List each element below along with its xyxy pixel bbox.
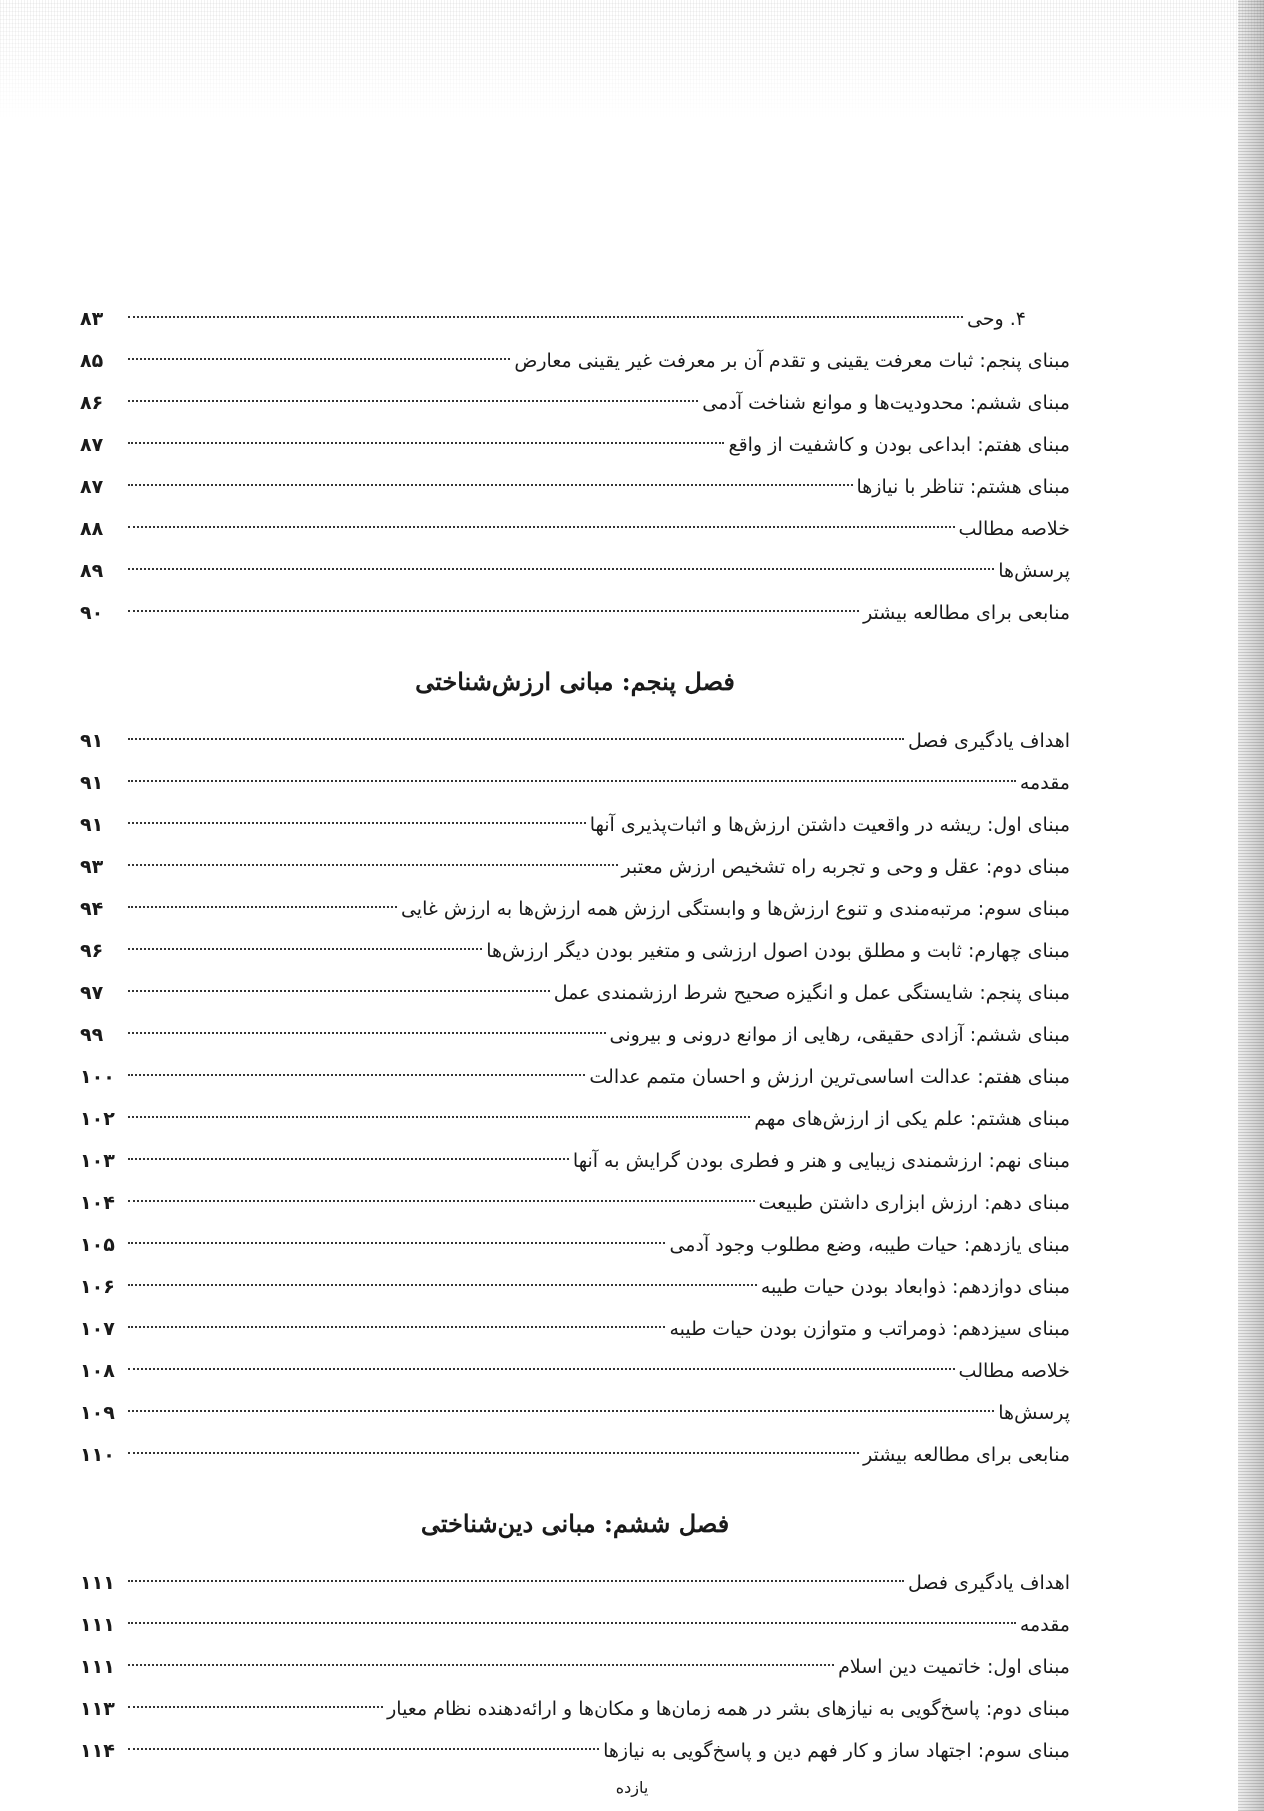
- toc-entry-page-number: ۱۱۳: [80, 1698, 115, 1720]
- dot-leader: [128, 1664, 834, 1666]
- toc-entry-page-number: ۹۹: [80, 1024, 104, 1046]
- dot-leader: [128, 1284, 757, 1286]
- toc-entry-page-number: ۱۰۷: [80, 1318, 115, 1340]
- toc-entry[interactable]: [80, 1392, 1070, 1434]
- toc-entry[interactable]: [80, 846, 1070, 888]
- dot-leader: [128, 1326, 665, 1328]
- toc-entry-title: مبنای یازدهم: حیات طیبه، وضع مطلوب وجود آدمی: [669, 1234, 1070, 1256]
- dot-leader: [128, 526, 955, 528]
- toc-entry-page-number: ۱۱۴: [80, 1740, 115, 1762]
- toc-entry[interactable]: [80, 1350, 1070, 1392]
- dot-leader: [128, 568, 994, 570]
- toc-entry-title: مبنای نهم: ارزشمندی زیبایی و هنر و فطری بودن گرایش به آنها: [572, 1150, 1070, 1172]
- toc-entry-page-number: ۹۰: [80, 602, 104, 624]
- toc-entry-page-number: ۱۰۸: [80, 1360, 115, 1382]
- toc-entry-title: منابعی برای مطالعه بیشتر: [863, 602, 1070, 624]
- toc-entry-page-number: ۸۳: [80, 308, 104, 330]
- toc-entry-page-number: ۹۳: [80, 856, 104, 878]
- dot-leader: [128, 1622, 1016, 1624]
- toc-entry[interactable]: [80, 1098, 1070, 1140]
- dot-leader: [128, 1116, 750, 1118]
- toc-entry-page-number: ۱۰۲: [80, 1108, 115, 1130]
- toc-entry[interactable]: [80, 1604, 1070, 1646]
- scan-edge-right: [1238, 0, 1264, 1811]
- toc-entry[interactable]: [80, 550, 1070, 592]
- dot-leader: [128, 316, 963, 318]
- toc-entry-title: مبنای سوم: اجتهاد ساز و کار فهم دین و پاسخ‌گویی به نیازها: [603, 1740, 1070, 1762]
- toc-entry[interactable]: [80, 1014, 1070, 1056]
- dot-leader: [128, 738, 904, 740]
- dot-leader: [128, 1032, 606, 1034]
- toc-entry[interactable]: [80, 466, 1070, 508]
- toc-entry[interactable]: [80, 1646, 1070, 1688]
- toc-entry[interactable]: [80, 804, 1070, 846]
- toc-entry[interactable]: [80, 1562, 1070, 1604]
- toc-entry[interactable]: [80, 340, 1070, 382]
- dot-leader: [128, 1580, 904, 1582]
- toc-entry-title: مبنای سوم: مرتبه‌مندی و تنوع ارزش‌ها و وابستگی ارزش همه ارزش‌ها به ارزش غایی: [400, 898, 1070, 920]
- toc-entry-title: اهداف یادگیری فصل: [908, 730, 1070, 752]
- toc-entry-title: پرسش‌ها: [998, 560, 1070, 582]
- toc-entry-page-number: ۹۱: [80, 730, 104, 752]
- toc-entry[interactable]: [80, 1730, 1070, 1772]
- toc-entry-page-number: ۸۷: [80, 476, 104, 498]
- toc-entry[interactable]: [80, 1308, 1070, 1350]
- toc-entry-title: مبنای دوم: پاسخ‌گویی به نیازهای بشر در همه زمان‌ها و مکان‌ها و ارائه‌دهنده نظام معیار: [387, 1698, 1070, 1720]
- toc-entry[interactable]: [80, 762, 1070, 804]
- dot-leader: [128, 1200, 755, 1202]
- dot-leader: [128, 1452, 859, 1454]
- toc-entry-page-number: ۹۱: [80, 814, 104, 836]
- toc-entry[interactable]: [80, 930, 1070, 972]
- toc-entry-title: مبنای دوم: عقل و وحی و تجربه راه تشخیص ارزش معتبر: [621, 856, 1070, 878]
- dot-leader: [128, 780, 1016, 782]
- toc-entry[interactable]: [80, 1056, 1070, 1098]
- toc-entry-page-number: ۹۴: [80, 898, 104, 920]
- toc-entry-page-number: ۸۵: [80, 350, 104, 372]
- toc-entry[interactable]: [80, 592, 1070, 634]
- dot-leader: [128, 484, 853, 486]
- toc-entry-title: خلاصه مطالب: [958, 518, 1070, 540]
- toc-entry-title: مبنای پنجم: شایستگی عمل و انگیزه صحیح شرط ارزشمندی عمل: [553, 982, 1070, 1004]
- toc-entry-page-number: ۸۸: [80, 518, 104, 540]
- toc-entry-title: مبنای هفتم: عدالت اساسی‌ترین ارزش و احسان متمم عدالت: [589, 1066, 1070, 1088]
- toc-entry-title: مقدمه: [1019, 772, 1070, 794]
- toc-entry-page-number: ۹۱: [80, 772, 104, 794]
- toc-entry-title: پرسش‌ها: [998, 1402, 1070, 1424]
- toc-entry-page-number: ۱۰۴: [80, 1192, 115, 1214]
- toc-entry[interactable]: [80, 972, 1070, 1014]
- toc-entry-title: اهداف یادگیری فصل: [908, 1572, 1070, 1594]
- dot-leader: [128, 1748, 599, 1750]
- toc-entry[interactable]: [80, 888, 1070, 930]
- toc-entry[interactable]: [80, 1182, 1070, 1224]
- toc-entry[interactable]: [80, 1224, 1070, 1266]
- toc-entry-page-number: ۱۱۱: [80, 1614, 115, 1636]
- dot-leader: [128, 1368, 955, 1370]
- dot-leader: [128, 864, 618, 866]
- dot-leader: [128, 1410, 994, 1412]
- toc-entry-title: مبنای اول: خاتمیت دین اسلام: [838, 1656, 1070, 1678]
- toc-entry-page-number: ۱۰۳: [80, 1150, 115, 1172]
- toc-entry[interactable]: [80, 1140, 1070, 1182]
- toc-entry[interactable]: [80, 1688, 1070, 1730]
- toc-entry-title: مبنای هفتم: ابداعی بودن و کاشفیت از واقع: [728, 434, 1070, 456]
- toc-entry-title: مبنای ششم: آزادی حقیقی، رهایی از موانع درونی و بیرونی: [609, 1024, 1070, 1046]
- toc-entry-page-number: ۱۰۵: [80, 1234, 115, 1256]
- toc-entry-title: مقدمه: [1019, 1614, 1070, 1636]
- toc-entry[interactable]: [80, 298, 1070, 340]
- toc-entry-title: مبنای هشتم: علم یکی از ارزش‌های مهم: [754, 1108, 1070, 1130]
- toc-entry-title: مبنای ششم: محدودیت‌ها و موانع شناخت آدمی: [702, 392, 1070, 414]
- toc-entry-page-number: ۹۶: [80, 940, 104, 962]
- dot-leader: [128, 906, 397, 908]
- toc-entry-page-number: ۱۱۰: [80, 1444, 115, 1466]
- toc-entry-page-number: ۱۰۹: [80, 1402, 115, 1424]
- toc-entry-page-number: ۸۷: [80, 434, 104, 456]
- dot-leader: [128, 948, 482, 950]
- page-number-footer: یازده: [615, 1778, 649, 1797]
- dot-leader: [128, 400, 698, 402]
- toc-entry-title: مبنای هشتم: تناظر با نیازها: [856, 476, 1070, 498]
- toc-entry-title: مبنای اول: ریشه در واقعیت داشتن ارزش‌ها و اثبات‌پذیری آنها: [589, 814, 1070, 836]
- toc-entry-page-number: ۱۰۰: [80, 1066, 115, 1088]
- chapter-heading: فصل ششم: مبانی دین‌شناختی: [420, 1509, 730, 1538]
- toc-entry-title: مبنای پنجم: ثبات معرفت یقینی و تقدم آن بر معرفت غیر یقینی معارض: [514, 350, 1070, 372]
- toc-entry-page-number: ۱۰۶: [80, 1276, 115, 1298]
- toc-entry-title: ۴. وحی: [966, 308, 1026, 330]
- toc-entry[interactable]: [80, 508, 1070, 550]
- scan-noise-top: [0, 0, 1264, 120]
- toc-entry-title: مبنای دوازدهم: ذوابعاد بودن حیات طیبه: [760, 1276, 1070, 1298]
- dot-leader: [128, 1074, 585, 1076]
- toc-entry[interactable]: [80, 720, 1070, 762]
- toc-entry-title: مبنای دهم: ارزش ابزاری داشتن طبیعت: [758, 1192, 1070, 1214]
- toc-entry-page-number: ۸۹: [80, 560, 104, 582]
- table-of-contents: [80, 298, 1070, 1772]
- toc-entry-page-number: ۱۱۱: [80, 1572, 115, 1594]
- toc-entry[interactable]: [80, 1266, 1070, 1308]
- dot-leader: [128, 1158, 569, 1160]
- toc-entry-page-number: ۱۱۱: [80, 1656, 115, 1678]
- chapter-heading: فصل پنجم: مبانی ارزش‌شناختی: [415, 667, 735, 696]
- toc-entry-title: مبنای چهارم: ثابت و مطلق بودن اصول ارزشی و متغیر بودن دیگر ارزش‌ها: [486, 940, 1070, 962]
- toc-entry[interactable]: [80, 382, 1070, 424]
- toc-entry-page-number: ۹۷: [80, 982, 104, 1004]
- dot-leader: [128, 358, 510, 360]
- toc-entry[interactable]: [80, 424, 1070, 466]
- dot-leader: [128, 610, 859, 612]
- dot-leader: [128, 442, 724, 444]
- toc-entry[interactable]: [80, 1434, 1070, 1476]
- dot-leader: [128, 822, 586, 824]
- toc-entry-title: مبنای سیزدهم: ذومراتب و متوازن بودن حیات طیبه: [669, 1318, 1070, 1340]
- toc-entry-title: خلاصه مطالب: [958, 1360, 1070, 1382]
- dot-leader: [128, 990, 550, 992]
- dot-leader: [128, 1706, 383, 1708]
- toc-entry-page-number: ۸۶: [80, 392, 104, 414]
- dot-leader: [128, 1242, 665, 1244]
- toc-entry-title: منابعی برای مطالعه بیشتر: [863, 1444, 1070, 1466]
